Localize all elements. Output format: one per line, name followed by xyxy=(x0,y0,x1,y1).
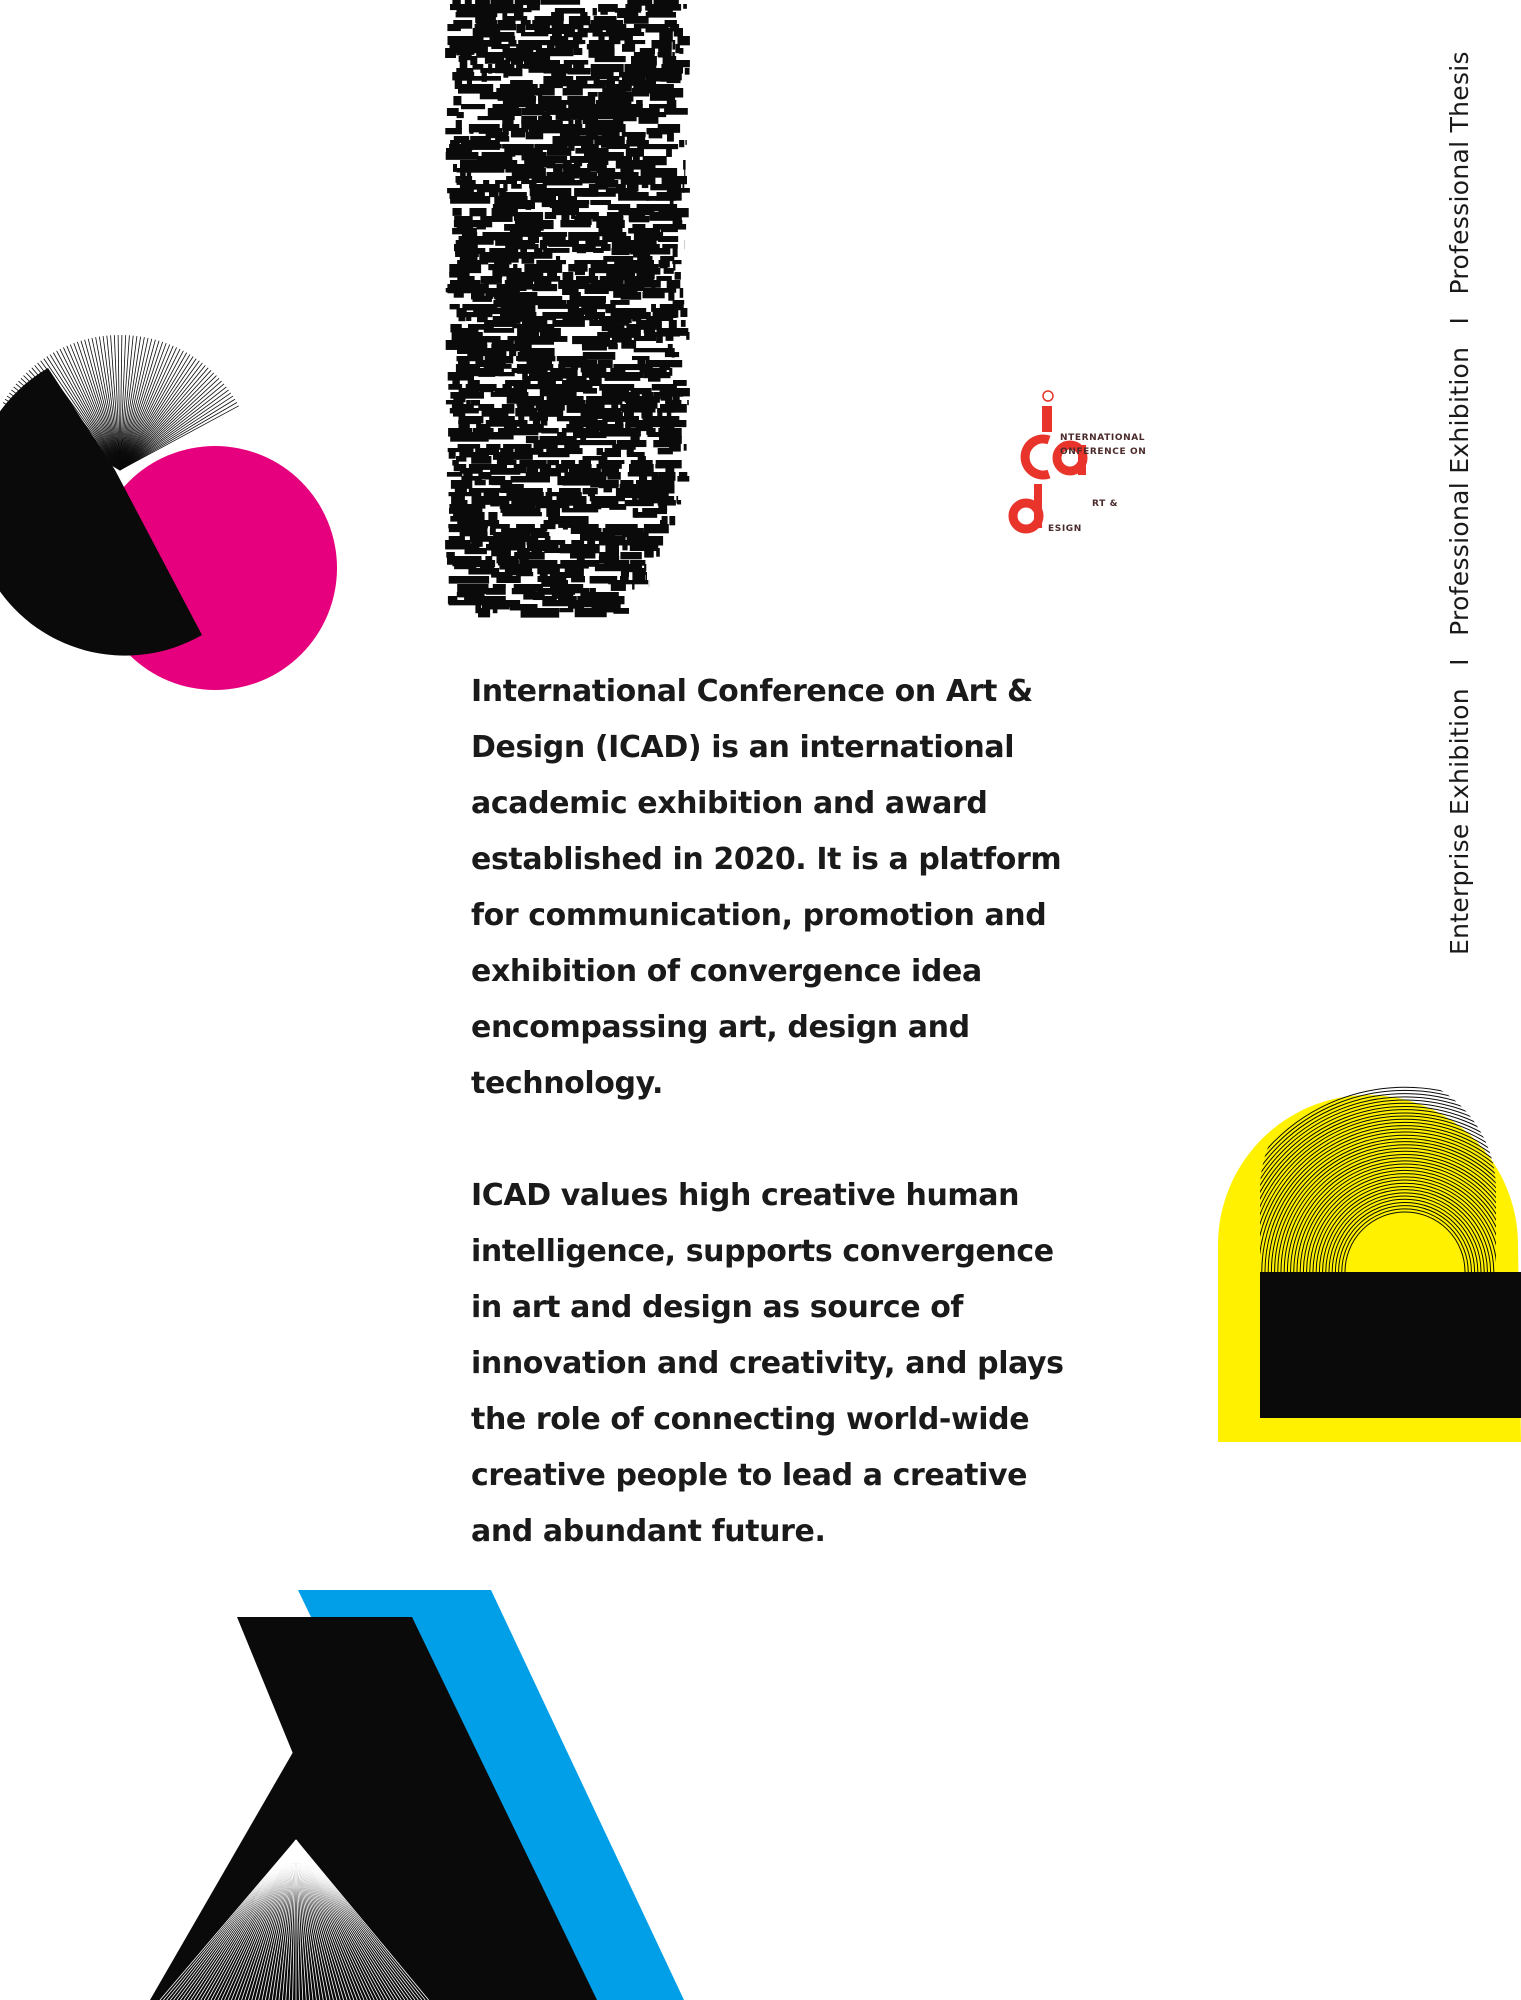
magenta-circle-graphic xyxy=(0,335,337,690)
blue-black-angle-graphic xyxy=(130,1590,684,2000)
nav-enterprise-exhibition[interactable]: Enterprise Exhibition xyxy=(1445,688,1474,955)
logo-line-2: ONFERENCE ON xyxy=(1060,447,1147,457)
nav-professional-exhibition[interactable]: Professional Exhibition xyxy=(1445,346,1474,636)
icad-logo xyxy=(996,388,1156,548)
ink-brush-stroke xyxy=(445,0,690,618)
logo-line-4: ESIGN xyxy=(1048,524,1082,534)
intro-paragraph-2: ICAD values high creative human intelligence, supports convergence in art and design as source of innovation and creativity, and plays the role of connecting world-wide creative people to lead a creative and abundant future. xyxy=(471,1178,1064,1549)
side-nav xyxy=(1430,51,1490,955)
yellow-arch-graphic xyxy=(1218,1087,1521,1442)
intro-text xyxy=(471,664,1091,1616)
nav-separator: I xyxy=(1445,316,1474,325)
logo-line-1: NTERNATIONAL xyxy=(1060,433,1146,443)
logo-line-3: RT & xyxy=(1092,499,1119,509)
nav-professional-thesis[interactable]: Professional Thesis xyxy=(1445,51,1474,295)
nav-separator: I xyxy=(1445,658,1474,666)
intro-paragraph-1: International Conference on Art & Design (ICAD) is an international academic exhibition and award established in 2020. It is a platform for communication, promotion and exhibition of convergence idea encompassing art, design and technology. xyxy=(471,674,1062,1101)
